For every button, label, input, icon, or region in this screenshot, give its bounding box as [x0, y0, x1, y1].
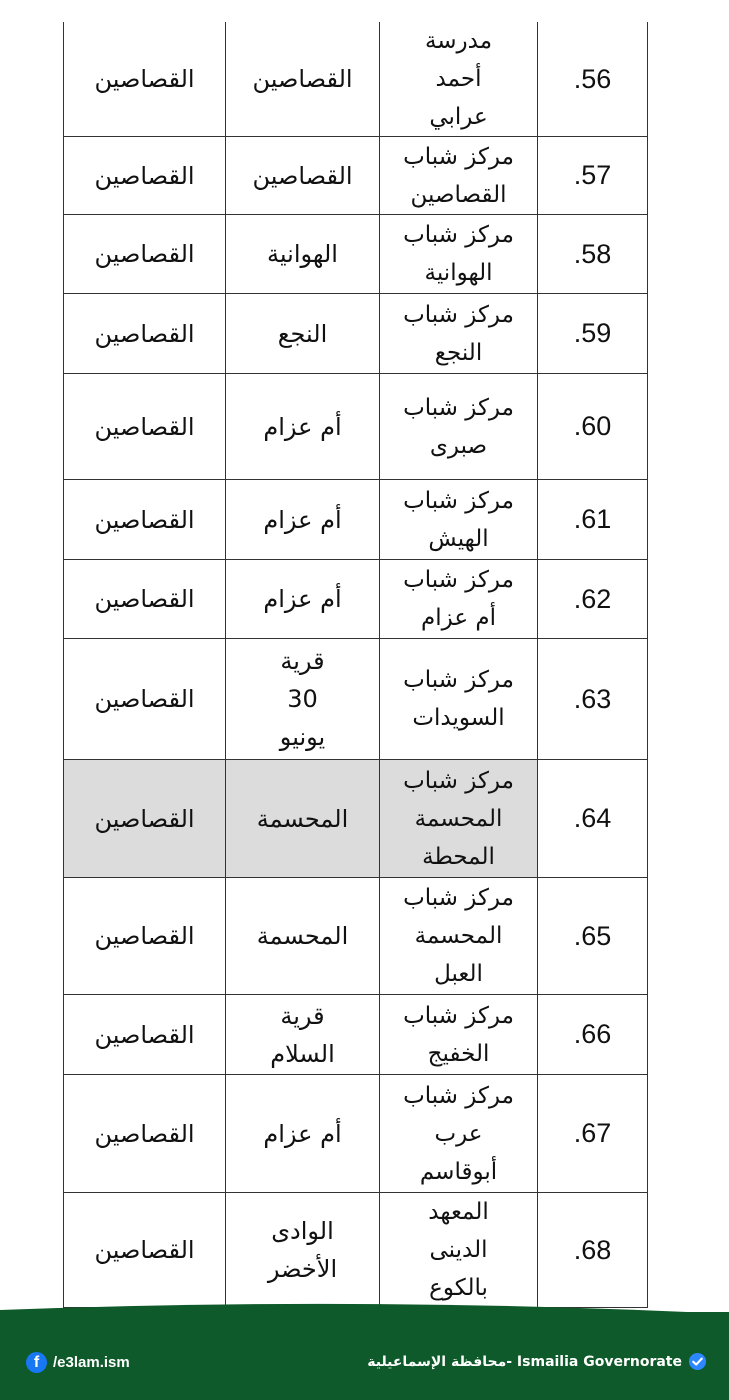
station-line: الخفيج — [427, 1040, 490, 1067]
area-line: المحسمة — [256, 922, 349, 950]
governorate-cell: القصاصين — [63, 215, 225, 293]
station-line: مدرسة — [424, 28, 493, 54]
row-number-cell: .60 — [537, 374, 648, 479]
station-cell — [379, 22, 537, 136]
station-line: صبرى — [429, 432, 488, 459]
area-line: القصاصين — [252, 65, 353, 93]
area-line: النجع — [277, 319, 328, 348]
area-line: يونيو — [279, 723, 326, 751]
area-cell — [225, 480, 379, 559]
station-cell — [379, 480, 537, 559]
area-cell — [225, 1193, 379, 1307]
facebook-handle: /e3lam.ism — [53, 1354, 130, 1371]
table-row — [63, 995, 648, 1075]
station-line: الهيش — [428, 525, 489, 552]
area-cell — [225, 294, 379, 373]
station-line: المحطة — [422, 843, 495, 870]
row-number-cell: .66 — [537, 995, 648, 1074]
governorate-cell: القصاصين — [63, 1193, 225, 1307]
station-line: المعهد — [428, 1199, 489, 1225]
area-line: السلام — [270, 1039, 335, 1068]
station-line: مركز شباب — [403, 222, 514, 248]
governorate-cell: القصاصين — [63, 760, 225, 877]
governorate-cell: القصاصين — [63, 995, 225, 1074]
area-line: الوادى — [271, 1217, 334, 1245]
table-row — [63, 760, 648, 878]
station-line: مركز شباب — [403, 301, 514, 328]
row-number-cell: .59 — [537, 294, 648, 373]
station-cell — [379, 995, 537, 1074]
area-line: القصاصين — [252, 161, 353, 190]
area-cell — [225, 560, 379, 638]
station-line: المحسمة — [414, 805, 503, 832]
table-row — [63, 137, 648, 215]
governorate-cell: القصاصين — [63, 639, 225, 759]
station-line: السويدات — [412, 705, 505, 731]
area-cell — [225, 878, 379, 994]
area-cell — [225, 639, 379, 759]
station-line: عرب — [434, 1120, 483, 1147]
table-row — [63, 374, 648, 480]
station-line: القصاصين — [410, 181, 507, 208]
station-cell — [379, 137, 537, 214]
station-line: مركز شباب — [403, 1002, 514, 1029]
station-line: مركز شباب — [403, 1082, 514, 1109]
station-line: مركز شباب — [403, 767, 514, 794]
facebook-icon: f — [26, 1352, 47, 1373]
station-line: أم عزام — [421, 605, 496, 631]
area-line: أم عزام — [263, 505, 342, 534]
row-number-cell: .58 — [537, 215, 648, 293]
brand-label — [367, 1352, 707, 1371]
station-line: العبل — [434, 961, 483, 987]
row-number-cell: .63 — [537, 639, 648, 759]
area-line: الهوانية — [267, 240, 338, 268]
row-number-cell: .56 — [537, 22, 648, 136]
area-line: قرية — [280, 647, 325, 675]
governorate-cell: القصاصين — [63, 137, 225, 214]
polling-stations-table — [63, 22, 648, 1308]
table-row — [63, 294, 648, 374]
station-cell — [379, 760, 537, 877]
area-line: الأخضر — [267, 1255, 338, 1283]
row-number-cell: .64 — [537, 760, 648, 877]
table-row — [63, 480, 648, 560]
row-number-cell: .65 — [537, 878, 648, 994]
area-cell — [225, 374, 379, 479]
table-row — [63, 878, 648, 995]
station-cell — [379, 215, 537, 293]
area-cell — [225, 215, 379, 293]
row-number-cell: .57 — [537, 137, 648, 214]
station-line: مركز شباب — [403, 667, 514, 693]
row-number-cell: .62 — [537, 560, 648, 638]
station-cell — [379, 878, 537, 994]
area-line: المحسمة — [256, 804, 349, 833]
governorate-cell: القصاصين — [63, 480, 225, 559]
station-line: الدينى — [429, 1237, 488, 1263]
station-line: المحسمة — [414, 923, 503, 949]
station-line: الهوانية — [424, 260, 493, 286]
brand-text: محافظة الإسماعيلية- Ismailia Governorate — [367, 1353, 682, 1370]
area-cell — [225, 1075, 379, 1192]
table-row — [63, 560, 648, 639]
area-line: قرية — [280, 1001, 325, 1030]
area-line: أم عزام — [263, 412, 342, 441]
station-line: مركز شباب — [403, 487, 514, 514]
governorate-cell: القصاصين — [63, 294, 225, 373]
area-cell — [225, 760, 379, 877]
station-line: مركز شباب — [403, 885, 514, 911]
table-row — [63, 1075, 648, 1193]
area-cell — [225, 995, 379, 1074]
station-cell — [379, 1193, 537, 1307]
governorate-cell: القصاصين — [63, 22, 225, 136]
verified-badge-icon — [688, 1352, 707, 1371]
station-line: عرابي — [429, 104, 488, 130]
area-line: أم عزام — [263, 585, 342, 613]
station-cell — [379, 1075, 537, 1192]
station-line: النجع — [434, 339, 483, 366]
governorate-cell: القصاصين — [63, 1075, 225, 1192]
station-line: أبوقاسم — [419, 1158, 498, 1185]
station-cell — [379, 374, 537, 479]
area-line: أم عزام — [263, 1119, 342, 1148]
area-line: 30 — [287, 685, 318, 713]
station-cell — [379, 639, 537, 759]
station-line: أحمد — [435, 66, 482, 92]
table-row — [63, 1193, 648, 1308]
governorate-cell: القصاصين — [63, 374, 225, 479]
station-cell — [379, 294, 537, 373]
station-line: مركز شباب — [403, 143, 514, 170]
governorate-cell: القصاصين — [63, 560, 225, 638]
table-row — [63, 215, 648, 294]
row-number-cell: .67 — [537, 1075, 648, 1192]
station-line: مركز شباب — [403, 394, 514, 421]
row-number-cell: .61 — [537, 480, 648, 559]
area-cell — [225, 137, 379, 214]
station-cell — [379, 560, 537, 638]
station-line: مركز شباب — [403, 567, 514, 593]
area-cell — [225, 22, 379, 136]
station-line: بالكوع — [429, 1275, 488, 1301]
governorate-cell: القصاصين — [63, 878, 225, 994]
table-row — [63, 22, 648, 137]
facebook-link[interactable] — [26, 1352, 130, 1373]
table-row — [63, 639, 648, 760]
row-number-cell: .68 — [537, 1193, 648, 1307]
